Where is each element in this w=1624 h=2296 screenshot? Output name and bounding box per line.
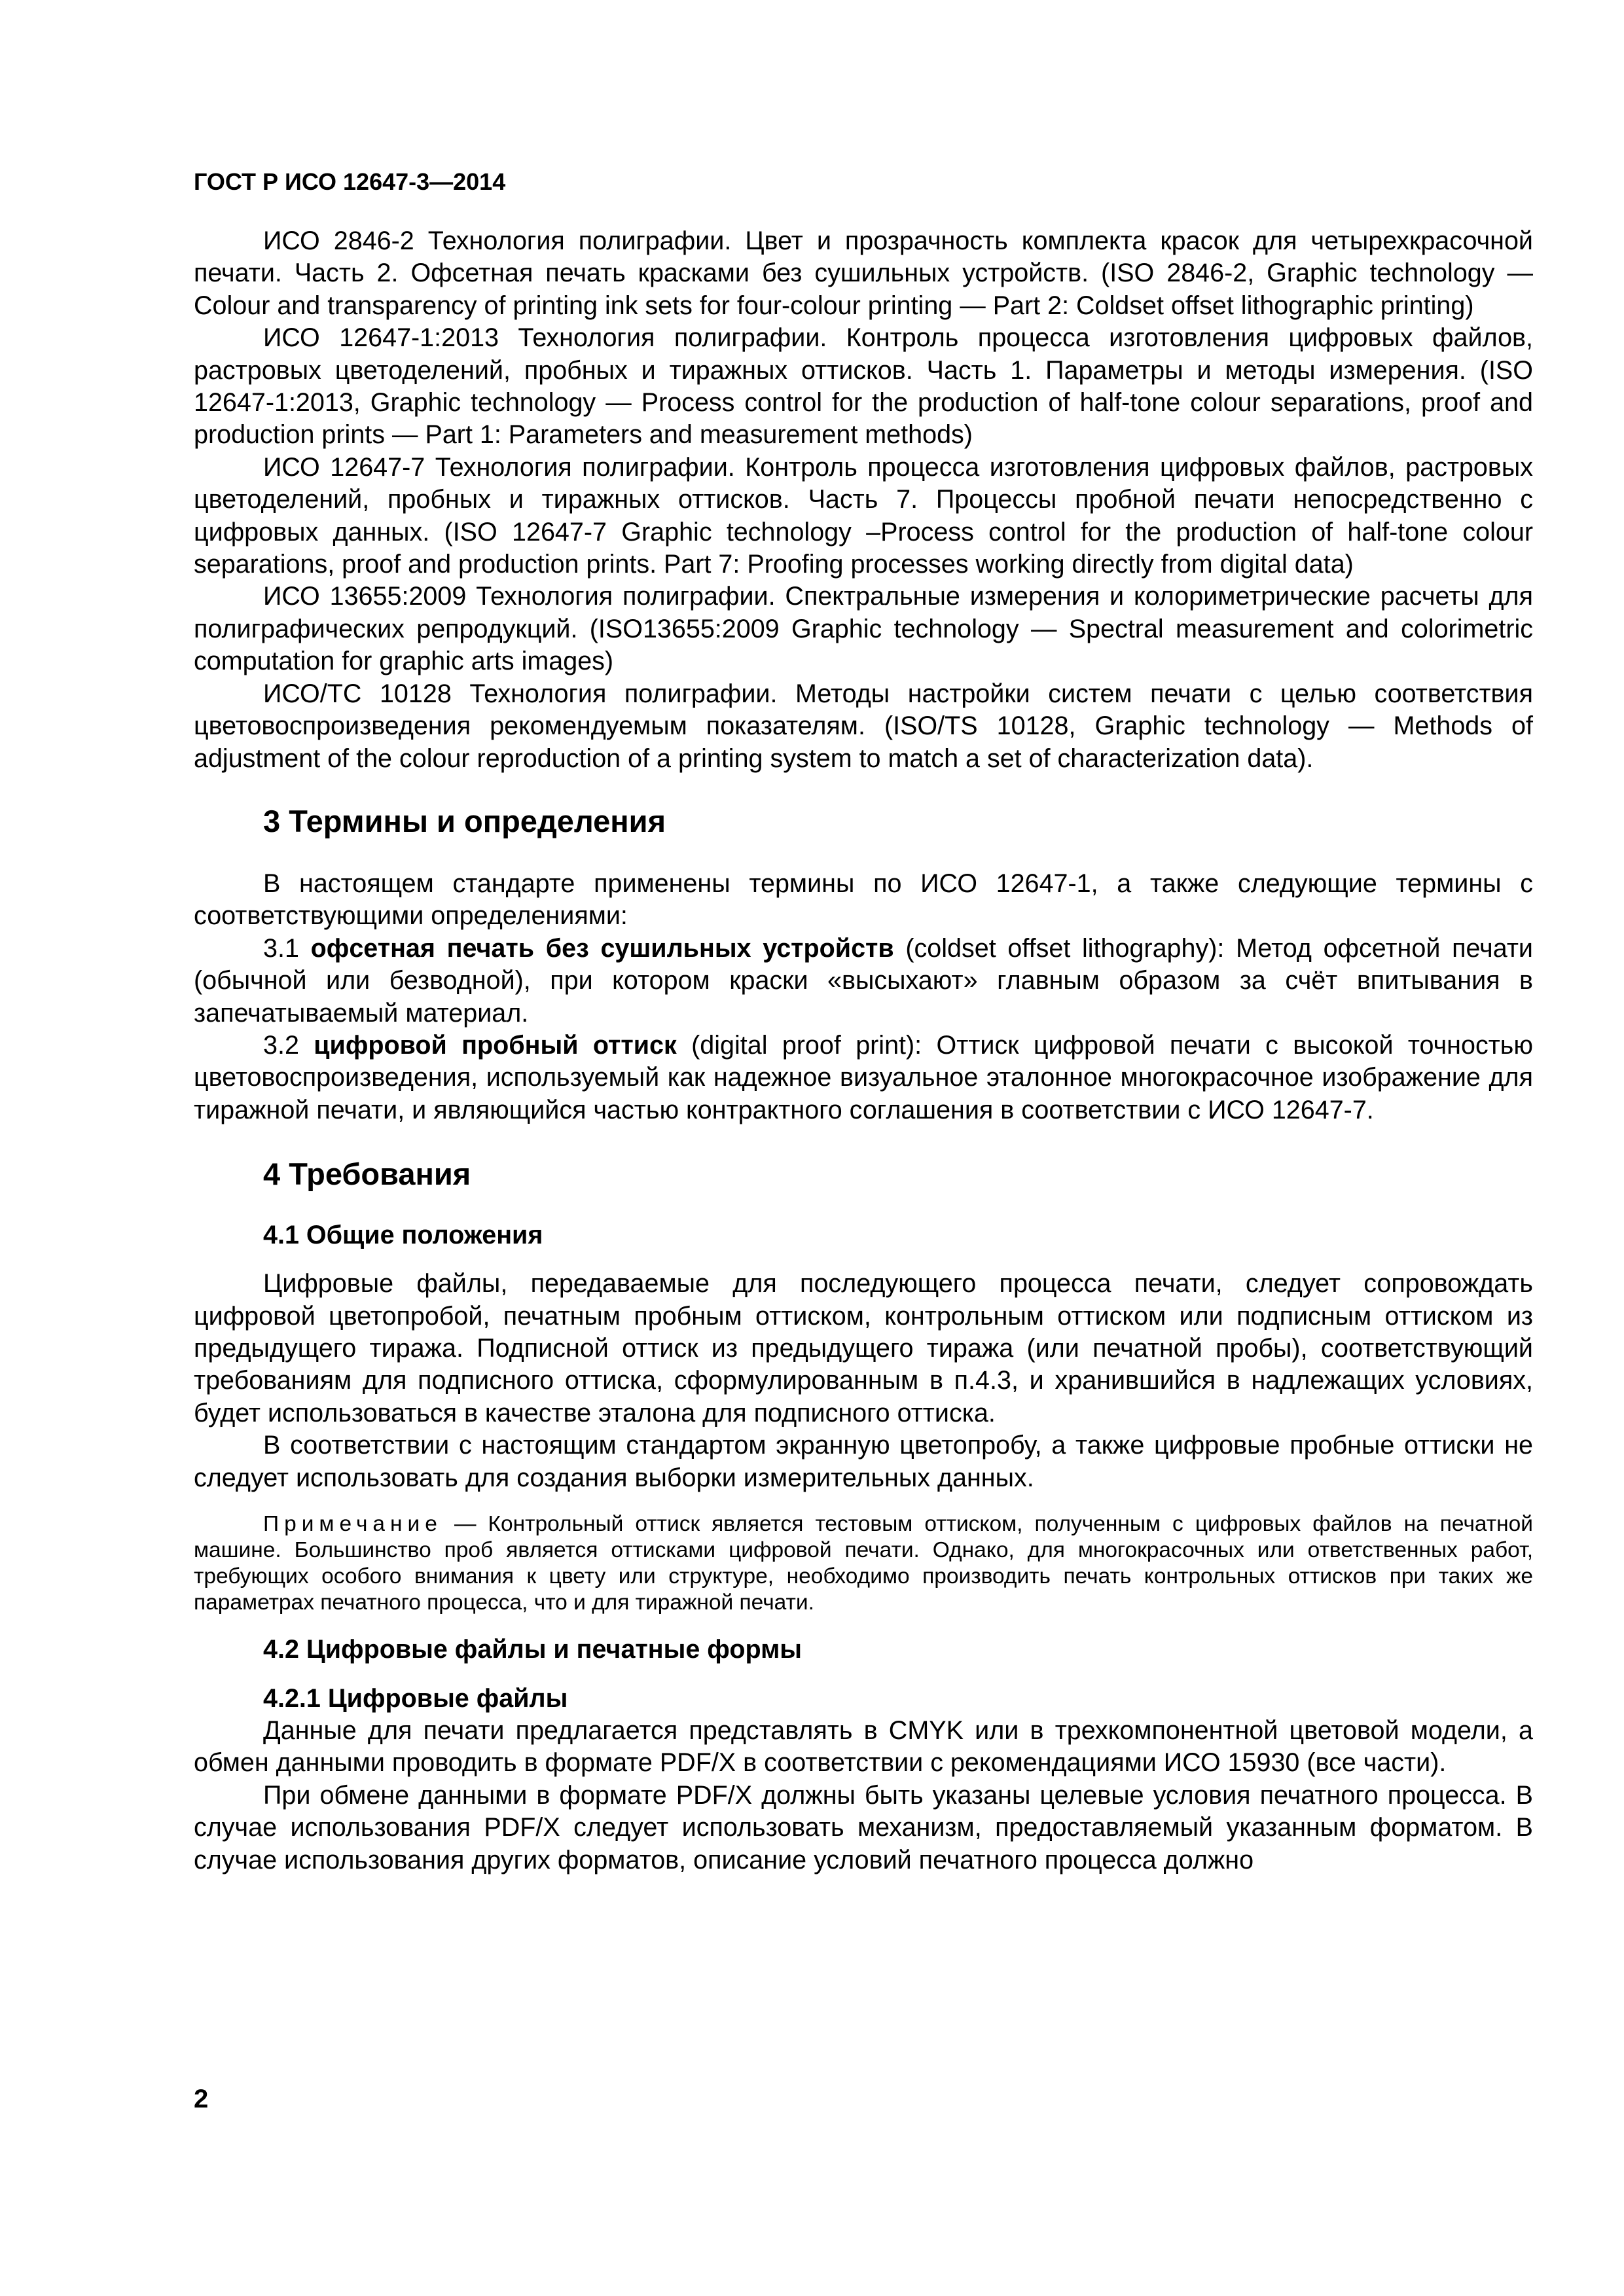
section-heading: 3 Термины и определения [263,803,666,838]
term-definition [194,933,1533,1030]
paragraph: При обмене данными в формате PDF/X должны быть указаны целевые условия печатного процесса. В случае использования PDF/X следует использовать механизм, предоставляемый указанным форматом. В случае использования других форматов, описание условий печатного процесса должно [194,1780,1533,1874]
paragraph: Цифровые файлы, передаваемые для последующего процесса печати, следует сопровождать цифровой цветопробой, печатным пробным оттиском, контрольным оттиском или подписным оттиском из предыдущего тиража. Подписной оттиск из предыдущего тиража (или печатной пробы), соответствующий требованиям для подписного оттиска, сформулированным в п.4.3, и хранившийся в надлежащих условиях, будет использоваться в качестве эталона для подписного оттиска. [194,1269,1533,1427]
paragraph: В настоящем стандарте применены термины по ИСО 12647-1, а также следующие термины с соответствующими определениями: [194,869,1533,931]
reference-item: ИСО 2846-2 Технология полиграфии. Цвет и прозрачность комплекта красок для четырехкрасочной печати. Часть 2. Офсетная печать красками без сушильных устройств. (ISO 2846-2, Graphic technology — Colour and transparency of printing ink sets for four-colour printing — Part 2: Coldset offset lithographic printing) [194,226,1533,320]
term-number: 3.2 [263,1030,314,1060]
section-requirements [194,1155,1533,1876]
subsection-heading: 4.1 Общие положения [263,1221,543,1250]
page-content [194,225,1533,1876]
note-label: Примечание [263,1512,442,1536]
term-name: офсетная печать без сушильных устройств [310,933,894,963]
section-terms [194,802,1533,1126]
reference-item: ИСО/ТС 10128 Технология полиграфии. Методы настройки систем печати с целью соответствия цветовоспроизведения рекомендуемым показателям. (ISO/TS 10128, Graphic technology — Methods of adjustment of the colour reproduction of a printing system to match a set of characterization data). [194,679,1533,773]
term-definition [194,1030,1533,1126]
note [194,1511,1533,1616]
page-number: 2 [194,2085,209,2113]
note-text: — Контрольный оттиск является тестовым оттиском, полученным с цифровых файлов на печатной машине. Большинство проб является оттисками цифровой печати. Однако, для многокрасочных или ответственных работ, требующих особого внимания к цвету или структуре, необходимо производить печать контрольных оттисков при таких же параметрах печатного процесса, что и для тиражной печати. [194,1512,1533,1615]
reference-item: ИСО 12647-1:2013 Технология полиграфии. Контроль процесса изготовления цифровых файлов, растровых цветоделений, пробных и тиражных оттисков. Часть 1. Параметры и методы измерения. (ISO 12647-1:2013, Graphic technology — Process control for the production of half-tone colour separations, proof and production prints — Part 1: Parameters and measurement methods) [194,323,1533,450]
reference-item: ИСО 12647-7 Технология полиграфии. Контроль процесса изготовления цифровых файлов, растровых цветоделений, пробных и тиражных оттисков. Часть 7. Процессы пробной печати непосредственно с цифровых данных. (ISO 12647-7 Graphic technology –Process control for the production of half-tone colour separations, proof and production prints. Part 7: Proofing processes working directly from digital data) [194,452,1533,579]
normative-references [194,225,1533,775]
paragraph: Данные для печати предлагается представлять в CMYK или в трехкомпонентной цветовой модели, а обмен данными проводить в формате PDF/X в соответствии с рекомендациями ИСО 15930 (все части). [194,1716,1533,1778]
term-text: (coldset offset lithography): Метод офсетной печати (обычной или безводной), при котором краски «высыхают» главным образом за счёт впитывания в запечатываемый материал. [194,933,1533,1028]
subsection-heading: 4.2 Цифровые файлы и печатные формы [263,1635,803,1664]
subsection-heading: 4.2.1 Цифровые файлы [263,1684,568,1713]
term-text: (digital proof print): Оттиск цифровой печати с высокой точностью цветовоспроизведения, используемый как надежное визуальное эталонное многокрасочное изображение для тиражной печати, и являющийся частью контрактного соглашения в соответствии с ИСО 12647-7. [194,1030,1534,1124]
section-heading: 4 Требования [263,1157,471,1192]
reference-item: ИСО 13655:2009 Технология полиграфии. Спектральные измерения и колориметрические расчеты для полиграфических репродукций. (ISO13655:2009 Graphic technology — Spectral measurement and colorimetric computation for graphic arts images) [194,582,1533,676]
document-header: ГОСТ Р ИСО 12647-3—2014 [194,168,506,195]
term-name: цифровой пробный оттиск [314,1030,677,1060]
term-number: 3.1 [263,933,311,963]
paragraph: В соответствии с настоящим стандартом экранную цветопробу, а также цифровые пробные оттиски не следует использовать для создания выборки измерительных данных. [194,1431,1533,1492]
